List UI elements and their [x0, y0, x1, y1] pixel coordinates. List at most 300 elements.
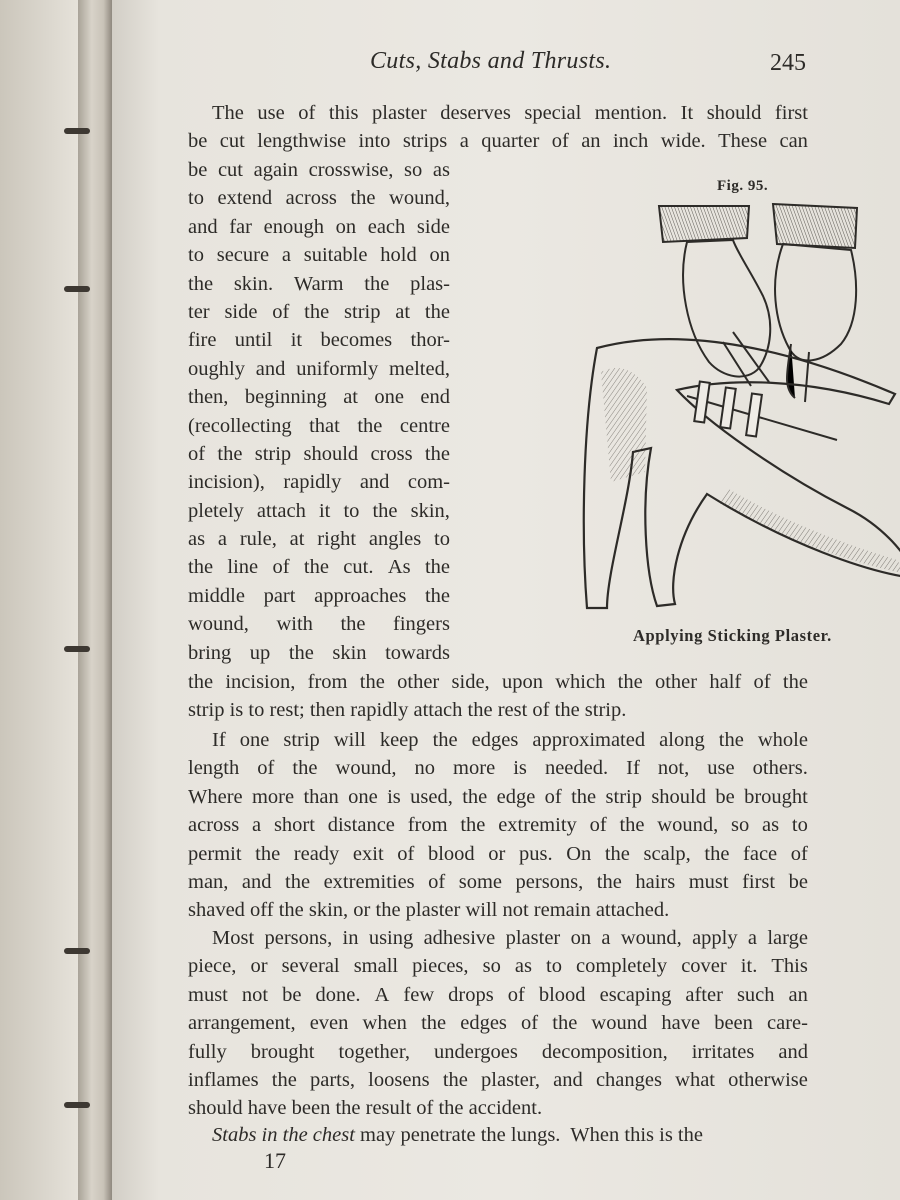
word: strips [402, 130, 448, 153]
word: can [779, 130, 808, 153]
text-line [188, 783, 808, 811]
word: Where [188, 785, 243, 808]
word: suitable [303, 244, 368, 267]
word: be [715, 785, 735, 808]
word: quarter [481, 130, 540, 153]
word: be [282, 983, 302, 1006]
word: across [285, 187, 337, 210]
word: pus. [518, 842, 553, 865]
word: what [675, 1068, 715, 1091]
word: deserves [440, 102, 511, 124]
word: on [335, 215, 357, 238]
page-number: 245 [770, 50, 806, 76]
word: inch [612, 130, 649, 153]
text-line [188, 868, 808, 896]
word: this [328, 102, 359, 124]
word: it [290, 329, 303, 352]
word: half [709, 671, 742, 693]
word: from [407, 814, 448, 837]
word: fully [188, 1040, 227, 1063]
word: side [224, 300, 258, 323]
word: or [488, 842, 506, 865]
word: side, [451, 671, 490, 693]
word: the [424, 442, 450, 465]
word: a [252, 814, 262, 837]
word: along [659, 729, 705, 751]
word: on [429, 244, 450, 267]
word: to [188, 187, 204, 210]
word: short [273, 814, 315, 837]
word: of [753, 671, 771, 693]
word: strip [344, 300, 381, 323]
text-line [188, 726, 808, 754]
word: it. [740, 955, 758, 978]
word: ready [293, 842, 340, 865]
word: after [685, 983, 723, 1006]
word: not [241, 983, 269, 1006]
word: will [333, 729, 366, 751]
word: completely [576, 955, 668, 978]
word: approaches [314, 584, 407, 607]
word: of [544, 785, 562, 808]
word: edges [471, 729, 519, 751]
word: side [416, 215, 450, 238]
word: and [241, 870, 272, 893]
word: the [271, 1068, 297, 1091]
word: fingers [393, 613, 450, 636]
word: must [188, 983, 228, 1006]
word: and [188, 215, 218, 238]
word: approximated [532, 729, 646, 751]
word: use [707, 757, 735, 780]
word: used, [410, 785, 453, 808]
word: using [368, 927, 414, 949]
word: the [424, 300, 450, 323]
word: the [552, 1012, 578, 1035]
word: several [281, 955, 340, 978]
word: other [654, 671, 698, 693]
word: the [604, 842, 630, 865]
text-line [188, 525, 450, 553]
word: cut [217, 159, 243, 181]
word: becomes [320, 329, 393, 352]
word: that [309, 414, 340, 437]
word: the [188, 556, 214, 579]
word: crosswise, [308, 159, 394, 181]
word: and [255, 357, 286, 380]
word: until [234, 329, 273, 352]
word: and [778, 1040, 808, 1063]
word: should [651, 785, 707, 808]
word: of [298, 102, 316, 124]
word: the [571, 785, 597, 808]
word: the [460, 814, 486, 837]
word: the [364, 272, 390, 295]
text-line: should have been the result of the accident. [188, 1097, 543, 1120]
text-line [188, 468, 450, 496]
word: Warm [293, 272, 344, 295]
word: These [718, 130, 768, 153]
word: incision, [225, 671, 296, 693]
word: strip [283, 729, 320, 751]
book-gutter [78, 0, 112, 1200]
figure-label: Fig. 95. [717, 178, 769, 194]
word: drops [448, 983, 494, 1006]
word: the [188, 272, 214, 295]
figure-caption: Applying Sticking Plaster. [633, 626, 832, 645]
word: a [747, 927, 758, 949]
word: (recollecting [188, 414, 292, 437]
text-line [188, 270, 450, 298]
binding-stitch [64, 646, 90, 652]
word: apply [692, 927, 738, 949]
word: man, [188, 870, 229, 893]
paragraph-1-wrap-column [188, 156, 450, 667]
word: part [263, 584, 296, 607]
word: inflames [188, 1068, 259, 1091]
word: the [704, 842, 730, 865]
word: line [227, 556, 259, 579]
word: others. [752, 757, 808, 780]
word: wound, [188, 613, 249, 636]
word: distance [327, 814, 395, 837]
word: to [791, 814, 808, 837]
word: have [661, 1012, 701, 1035]
text-line [188, 1009, 808, 1037]
word: the [188, 671, 214, 693]
word: be [788, 870, 808, 893]
word: the [303, 556, 329, 579]
word: to [546, 955, 562, 978]
word: one [239, 729, 270, 751]
word: brought [744, 785, 808, 808]
italic-heading: Stabs in the chest [212, 1124, 355, 1146]
word: persons, [264, 927, 333, 949]
word: changes [595, 1068, 662, 1091]
word: plaster, [481, 1068, 540, 1091]
word: cover [681, 955, 727, 978]
word: escaping [599, 983, 672, 1006]
text-line [188, 355, 450, 383]
word: This [771, 955, 808, 978]
word: needed. [544, 757, 609, 780]
word: so [731, 814, 750, 837]
word: the [619, 814, 645, 837]
word: to [188, 244, 204, 267]
text-line [188, 497, 450, 525]
word: to [434, 528, 450, 551]
word: skin. [233, 272, 274, 295]
word: of [188, 442, 206, 465]
paragraph-1-tail [188, 668, 808, 725]
word: exit [352, 842, 384, 865]
word: As [387, 556, 411, 579]
word: done. [315, 983, 361, 1006]
word: face [743, 842, 778, 865]
word: of [507, 983, 525, 1006]
word: plaster [505, 927, 561, 949]
word: parts, [309, 1068, 355, 1091]
word: large [767, 927, 808, 949]
word: lengthwise [257, 130, 347, 153]
word: an [581, 130, 601, 153]
signature-mark: 17 [264, 1148, 286, 1173]
word: blood [427, 842, 475, 865]
word: skin, [410, 499, 450, 522]
word: brought [250, 1040, 315, 1063]
word: on [570, 927, 592, 949]
word: centre [399, 414, 450, 437]
word: hold [380, 244, 417, 267]
word: plaster [372, 102, 427, 124]
word: the [255, 842, 281, 865]
word: is [387, 785, 401, 808]
word: angles [368, 528, 422, 551]
word: fire [188, 329, 217, 352]
word: melted, [389, 357, 450, 380]
word: of [790, 842, 808, 865]
word: The [212, 102, 244, 124]
word: the [424, 584, 450, 607]
word: and [553, 1068, 583, 1091]
word: wide. [660, 130, 706, 153]
text-line [188, 127, 808, 155]
word: the [304, 300, 330, 323]
word: at [395, 300, 411, 323]
word: other [397, 671, 440, 693]
word: If [626, 757, 640, 780]
word: piece, [188, 955, 237, 978]
paragraph-1-opening [188, 99, 808, 156]
word: scalp, [643, 842, 691, 865]
word: rapidly [283, 471, 342, 494]
word: in [342, 927, 359, 949]
word: cut [219, 130, 245, 153]
word: of [257, 757, 275, 780]
word: secure [216, 244, 270, 267]
word: special [524, 102, 582, 124]
word: adhesive [423, 927, 496, 949]
word: wound [591, 1012, 648, 1035]
word: a [601, 927, 611, 949]
word: permit [188, 842, 242, 865]
word: should [303, 442, 359, 465]
word: the [357, 414, 383, 437]
text-line [188, 952, 808, 980]
word: a [281, 244, 291, 267]
binding-stitch [64, 948, 90, 954]
word: together, [338, 1040, 410, 1063]
word: the [292, 757, 318, 780]
word: is [513, 757, 527, 780]
word: skin [332, 641, 367, 664]
word: of [428, 870, 446, 893]
word: of [521, 1012, 539, 1035]
text-line [188, 668, 808, 696]
word: attach [256, 499, 306, 522]
word: edges [460, 1012, 507, 1035]
word: first [742, 870, 776, 893]
paragraph-3 [188, 924, 808, 1123]
word: the [718, 729, 744, 751]
figure-95 [537, 172, 900, 654]
word: On [566, 842, 592, 865]
word: length [188, 757, 240, 780]
word: the [359, 671, 385, 693]
text-line [188, 184, 450, 212]
word: the [782, 671, 808, 693]
word: the [288, 641, 314, 664]
word: or [250, 955, 268, 978]
word: If [212, 729, 226, 751]
word: then, [188, 386, 229, 409]
word: hairs [635, 870, 676, 893]
word: one [374, 386, 404, 409]
word: one [348, 785, 378, 808]
word: been [714, 1012, 753, 1035]
word: first [774, 102, 808, 124]
word: and [359, 471, 390, 494]
word: wound, [335, 757, 397, 780]
binding-stitch [64, 286, 90, 292]
word: be [188, 159, 208, 181]
hands-applying-plaster-illustration [537, 172, 900, 622]
word: wound, [620, 927, 682, 949]
text-line [188, 440, 450, 468]
word: should [706, 102, 762, 124]
word: wound, [389, 187, 450, 210]
word: the [617, 671, 643, 693]
word: middle [188, 584, 245, 607]
word: the [596, 870, 622, 893]
word: cross [370, 442, 413, 465]
word: to [343, 499, 360, 522]
word: as [762, 814, 780, 837]
word: strip [254, 442, 292, 465]
word: up [249, 641, 271, 664]
word: no [414, 757, 435, 780]
text-line [188, 99, 808, 127]
word: towards [385, 641, 450, 664]
word: with [276, 613, 313, 636]
text-line [188, 241, 450, 269]
text-line: strip is to rest; then rapidly attach the rest of the strip. [188, 699, 627, 722]
word: into [358, 130, 391, 153]
word: the [442, 1068, 468, 1091]
running-title: Cuts, Stabs and Thrusts. [370, 48, 612, 74]
word: at [343, 386, 358, 409]
word: the [217, 442, 243, 465]
word: as [514, 955, 532, 978]
word: again [253, 159, 298, 181]
word: an [788, 983, 808, 1006]
text-span: may penetrate the lungs. When this is the [354, 1124, 703, 1146]
word: uniformly [296, 357, 379, 380]
word: rule, [239, 528, 277, 551]
text-line [188, 1121, 808, 1149]
word: more [453, 757, 496, 780]
word: use [257, 102, 285, 124]
word: a [217, 528, 228, 551]
word: persons, [515, 870, 584, 893]
word: from [307, 671, 348, 693]
word: such [736, 983, 775, 1006]
word: pieces, [412, 955, 469, 978]
binding-stitch [64, 128, 90, 134]
text-line: shaved off the skin, or the plaster will not remain attached. [188, 899, 670, 922]
word: which [555, 671, 606, 693]
text-line [188, 924, 808, 952]
text-line [188, 156, 450, 184]
text-line [188, 582, 450, 610]
word: plas- [410, 272, 450, 295]
word: must [688, 870, 729, 893]
text-line [188, 1038, 808, 1066]
word: extremity [498, 814, 577, 837]
word: A [374, 983, 390, 1006]
word: of [551, 130, 569, 153]
word: com- [407, 471, 450, 494]
word: the [432, 729, 458, 751]
text-line [188, 553, 450, 581]
word: the [424, 556, 450, 579]
word: at [289, 528, 305, 551]
word: of [272, 556, 290, 579]
word: as [432, 159, 450, 181]
word: edge [496, 785, 536, 808]
word: upon [501, 671, 543, 693]
word: Most [212, 927, 255, 949]
word: right [317, 528, 357, 551]
word: otherwise [728, 1068, 808, 1091]
text-line [188, 412, 450, 440]
word: ter [188, 300, 210, 323]
word: decomposition, [541, 1040, 668, 1063]
text-line [188, 326, 450, 354]
word: the [340, 613, 366, 636]
word: not, [657, 757, 690, 780]
text-line [188, 754, 808, 782]
word: It [680, 102, 694, 124]
word: bring [188, 641, 232, 664]
word: enough [263, 215, 324, 238]
word: undergoes [433, 1040, 518, 1063]
word: of [272, 300, 290, 323]
word: wound, [657, 814, 719, 837]
word: a [459, 130, 469, 153]
word: end [420, 386, 450, 409]
word: of [397, 842, 415, 865]
book-page [112, 0, 900, 1200]
text-line [188, 1066, 808, 1094]
word: of [589, 814, 607, 837]
word: the [350, 187, 376, 210]
word: beginning [244, 386, 327, 409]
text-line [188, 811, 808, 839]
word: even [309, 1012, 349, 1035]
word: across [188, 814, 240, 837]
text-line [188, 298, 450, 326]
word: oughly [188, 357, 245, 380]
text-line [188, 383, 450, 411]
word: few [403, 983, 435, 1006]
word: than [303, 785, 339, 808]
word: small [353, 955, 399, 978]
word: cut. [343, 556, 374, 579]
word: more [251, 785, 295, 808]
word: so [404, 159, 423, 181]
text-line [188, 610, 450, 638]
